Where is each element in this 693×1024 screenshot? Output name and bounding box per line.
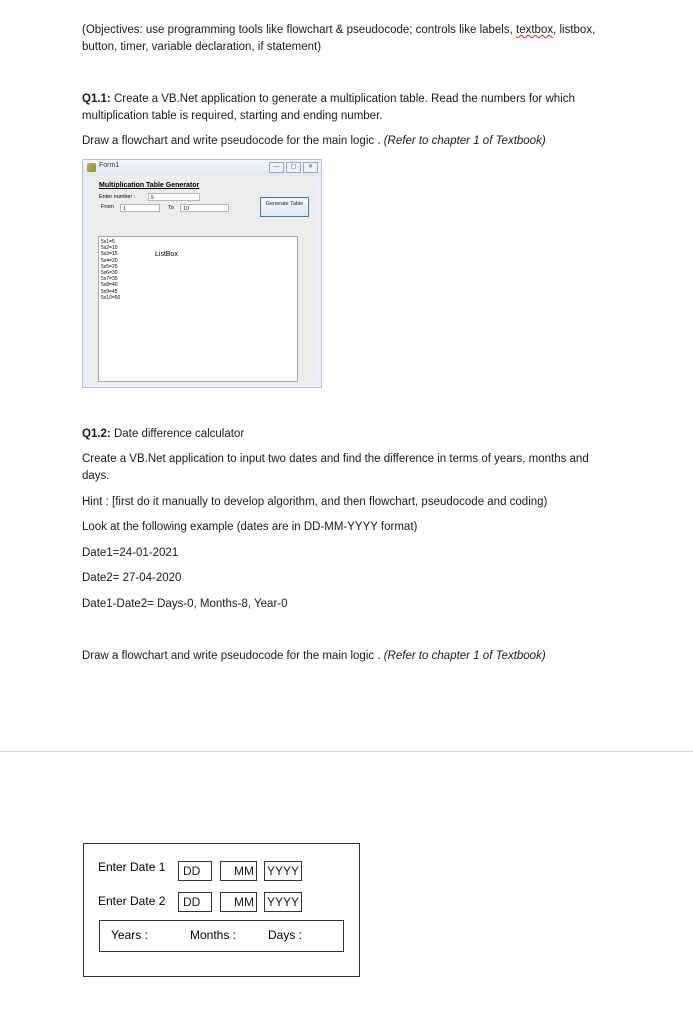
form1-title: Form1: [99, 162, 120, 169]
to-input[interactable]: 10: [180, 204, 229, 212]
objectives-line-2: button, timer, variable declaration, if statement): [82, 41, 322, 53]
q12-line-1: Create a VB.Net application to input two dates and find the difference in terms of years, months and: [82, 453, 589, 465]
list-item[interactable]: 5x2=10: [101, 245, 118, 252]
q11-line-2: multiplication table is required, starting and ending number.: [82, 110, 383, 122]
q12-line-2: days.: [82, 470, 110, 482]
objectives-textbox-word: textbox: [516, 24, 554, 36]
months-label: Months :: [190, 928, 237, 942]
page-break-divider: [0, 751, 693, 752]
q12-example: Look at the following example (dates are in DD-MM-YYYY format): [82, 521, 418, 533]
from-input[interactable]: 1: [120, 204, 160, 212]
list-items: [101, 239, 120, 301]
q12-hint: Hint : [first do it manually to develop algorithm, and then flowchart, pseudocode and coding): [82, 496, 548, 508]
q12-title: Date difference calculator: [110, 428, 245, 440]
date1-mm-field[interactable]: MM: [220, 861, 257, 881]
list-item[interactable]: 5x5=25: [101, 263, 118, 270]
q11-text-1: Create a VB.Net application to generate a multiplication table. Read the numbers for which: [110, 93, 575, 105]
date2-yyyy-field[interactable]: YYYY: [264, 892, 302, 912]
q12-label: Q1.2:: [82, 428, 111, 440]
enter-number-input[interactable]: 5: [148, 193, 200, 201]
q11-refer-text: (Refer to chapter 1 of Textbook): [383, 135, 546, 147]
form-heading: Multiplication Table Generator: [99, 182, 200, 189]
close-icon[interactable]: ✕: [303, 162, 318, 173]
objectives-text-b: , listbox,: [553, 24, 596, 36]
listbox-label: ListBox: [155, 251, 178, 258]
q11-draw-line: [82, 133, 546, 150]
list-item[interactable]: 5x3=15: [101, 251, 118, 258]
enter-number-label: Enter number :: [99, 194, 136, 200]
multiplication-listbox[interactable]: [98, 236, 298, 382]
date-calculator-form: [83, 843, 360, 977]
maximize-icon[interactable]: ▢: [286, 162, 301, 173]
q11-draw-text: Draw a flowchart and write pseudocode for the main logic .: [82, 135, 384, 147]
list-item[interactable]: 5x10=50: [101, 294, 121, 301]
list-item[interactable]: 5x9=45: [101, 288, 118, 295]
q12-diff: Date1-Date2= Days-0, Months-8, Year-0: [82, 598, 288, 610]
to-label: To: [168, 205, 174, 211]
q12-date2: Date2= 27-04-2020: [82, 572, 182, 584]
list-item[interactable]: 5x1=5: [101, 239, 115, 245]
window-controls: [269, 162, 318, 173]
date2-mm-field[interactable]: MM: [220, 892, 257, 912]
date1-yyyy-field[interactable]: YYYY: [264, 861, 302, 881]
list-item[interactable]: 5x4=20: [101, 257, 118, 264]
q12-refer-text: (Refer to chapter 1 of Textbook): [383, 650, 546, 662]
date1-dd-field[interactable]: DD: [178, 861, 212, 881]
form-app-icon: [87, 163, 96, 172]
form1-client-area: [88, 177, 316, 382]
enter-date2-label: Enter Date 2: [98, 894, 166, 908]
days-label: Days :: [268, 928, 303, 942]
from-label: From: [101, 204, 114, 210]
objectives-line-1: [82, 22, 595, 39]
list-item[interactable]: 5x8=40: [101, 282, 118, 289]
list-item[interactable]: 5x6=30: [101, 270, 118, 277]
date2-dd-field[interactable]: DD: [178, 892, 212, 912]
minimize-icon[interactable]: —: [269, 162, 284, 173]
objectives-text-a: (Objectives: use programming tools like flowchart & pseudocode; controls like labels,: [82, 24, 517, 36]
q12-date1: Date1=24-01-2021: [82, 547, 179, 559]
years-label: Years :: [111, 928, 148, 942]
generate-table-button[interactable]: Generate Table: [260, 197, 309, 217]
q12-title-line: [82, 426, 244, 443]
q12-draw-text: Draw a flowchart and write pseudocode for the main logic .: [82, 650, 384, 662]
q11-line-1: [82, 91, 575, 108]
form1-window: [82, 159, 322, 388]
form1-titlebar: [83, 160, 321, 176]
list-item[interactable]: 5x7=35: [101, 276, 118, 283]
enter-date1-label: Enter Date 1: [98, 860, 166, 874]
q11-label: Q1.1:: [82, 93, 111, 105]
q12-draw-line: [82, 648, 546, 665]
result-box: [99, 920, 344, 952]
